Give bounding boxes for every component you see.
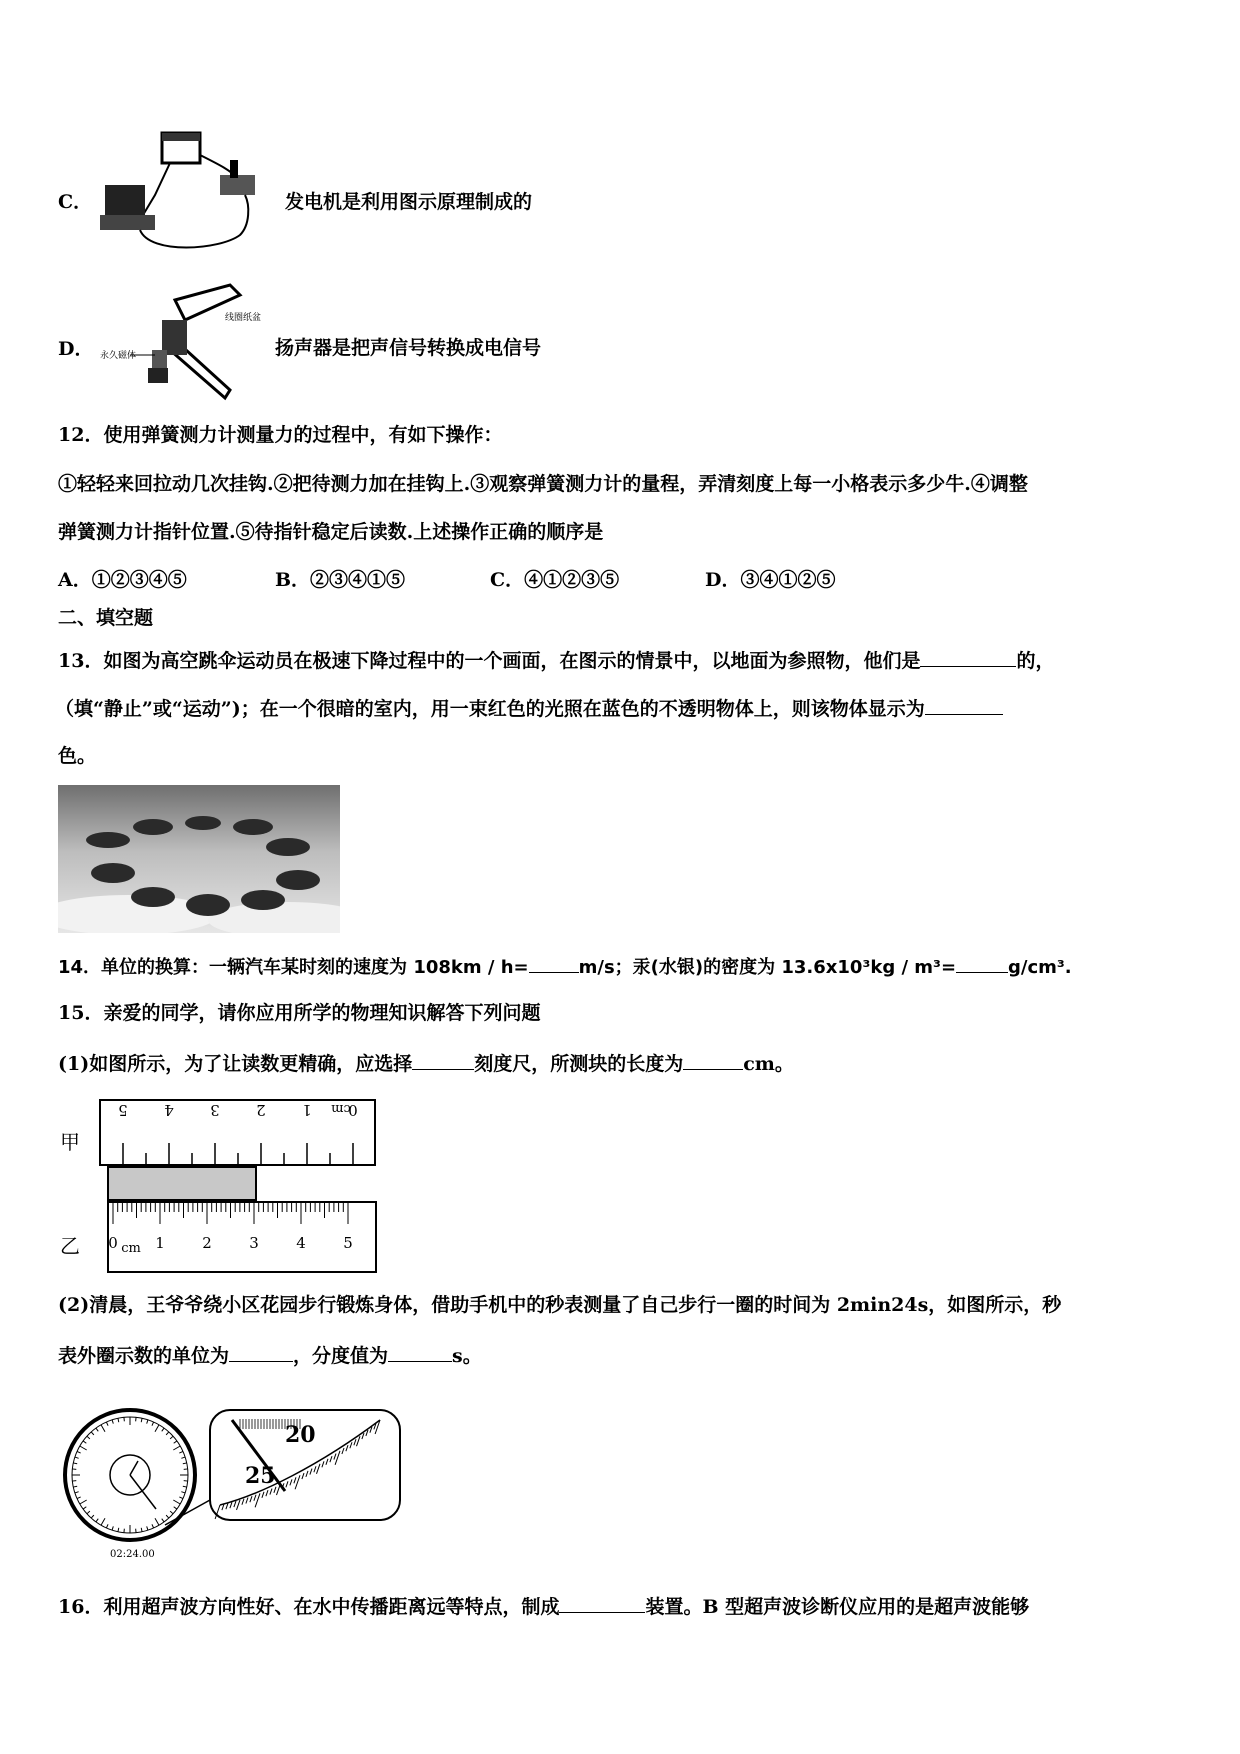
q14-part1: 14．单位的换算：一辆汽车某时刻的速度为 108km / h= (58, 957, 529, 978)
stopwatch-reading: 02:24.00 (110, 1549, 155, 1560)
rulers-figure (95, 1095, 385, 1275)
q12-option-c: C．④①②③⑤ (490, 569, 620, 591)
ruler-jia-unit: cm (331, 1101, 351, 1116)
ruler-jia-tick-label: 2 (256, 1101, 266, 1119)
q14-line (58, 953, 1072, 979)
option-d-text: 扬声器是把声信号转换成电信号 (275, 337, 542, 359)
generator-figure (100, 125, 280, 265)
q13-line1 (58, 648, 1054, 673)
q12-stem: 12．使用弹簧测力计测量力的过程中，有如下操作： (58, 424, 503, 446)
q12-option-a: A．①②③④⑤ (58, 569, 187, 591)
q13-blank-2[interactable] (925, 696, 1003, 715)
ruler-yi-tick-label: 3 (249, 1234, 259, 1252)
q12-line1: ①轻轻来回拉动几次挂钩.②把待测力加在挂钩上.③观察弹簧测力计的量程，弄清刻度上每一小格表示多少牛.④调整 (58, 473, 1028, 495)
q15-blank-4[interactable] (388, 1343, 452, 1362)
svg-text:永久磁体: 永久磁体 (100, 351, 137, 361)
q14-blank-1[interactable] (529, 954, 579, 973)
speaker-figure (100, 280, 270, 405)
zoom-label-25: 25 (245, 1463, 276, 1489)
ruler-yi-tick-label: 0 (108, 1234, 118, 1252)
q15-blank-2[interactable] (683, 1051, 743, 1070)
ruler-jia-tick-label: 1 (302, 1101, 312, 1119)
option-d-letter: D． (58, 338, 94, 360)
q16-part1: 16．利用超声波方向性好、在水中传播距离远等特点，制成 (58, 1596, 560, 1618)
q15-sub2-b: ，分度值为 (293, 1345, 389, 1367)
q14-blank-2[interactable] (956, 954, 1008, 973)
q15-sub2-c: s。 (452, 1345, 482, 1367)
q16-part2: 装置。B 型超声波诊断仪应用的是超声波能够 (645, 1596, 1030, 1618)
q13-line2 (55, 696, 1003, 721)
q15-blank-1[interactable] (412, 1051, 474, 1070)
q15-sub2-line1: (2)清晨，王爷爷绕小区花园步行锻炼身体，借助手机中的秒表测量了自己步行一圈的时间为 2min24s，如图所示，秒 (58, 1294, 1062, 1316)
ruler-yi-label: 乙 (60, 1234, 80, 1258)
q15-sub1-a: (1)如图所示，为了让读数更精确，应选择 (58, 1053, 413, 1075)
ruler-yi-tick-label: 2 (202, 1234, 212, 1252)
svg-text:线圈纸盆: 线圈纸盆 (225, 313, 262, 323)
stopwatch-figure (60, 1405, 405, 1570)
ruler-jia-tick-label: 0 (348, 1101, 358, 1119)
q16-blank-1[interactable] (559, 1594, 645, 1613)
q15-sub2-a: 表外圈示数的单位为 (58, 1345, 230, 1367)
q16-line (58, 1594, 1029, 1619)
q15-sub1 (58, 1051, 794, 1076)
q13-line3: 色。 (58, 745, 97, 767)
q14-part3: g/cm³. (1008, 957, 1072, 978)
ruler-jia-tick-label: 3 (210, 1101, 220, 1119)
ruler-yi (108, 1202, 376, 1272)
skydivers-photo (58, 785, 340, 933)
q15-stem: 15．亲爱的同学，请你应用所学的物理知识解答下列问题 (58, 1002, 541, 1024)
ruler-yi-tick-label: 1 (155, 1234, 165, 1252)
q15-blank-3[interactable] (229, 1343, 293, 1362)
zoom-label-20: 20 (285, 1422, 316, 1448)
q15-sub1-c: cm。 (743, 1053, 794, 1075)
q13-line1-end: 的， (1016, 650, 1055, 672)
ruler-yi-unit: cm (121, 1241, 141, 1256)
q13-line2-text: （填“静止”或“运动”)；在一个很暗的室内，用一束红色的光照在蓝色的不透明物体上，则该物体显示为 (55, 698, 925, 720)
q13-blank-1[interactable] (920, 648, 1016, 667)
q15-sub1-b: 刻度尺，所测块的长度为 (474, 1053, 684, 1075)
q12-line2: 弹簧测力计指针位置.⑤待指针稳定后读数.上述操作正确的顺序是 (58, 521, 604, 543)
q14-part2: m/s；汞(水银)的密度为 13.6x10³kg / m³= (578, 957, 957, 978)
q13-line1-text: 13．如图为高空跳伞运动员在极速下降过程中的一个画面，在图示的情景中，以地面为参照物，他们是 (58, 650, 921, 672)
q12-option-d: D．③④①②⑤ (705, 569, 836, 591)
q12-option-b: B．②③④①⑤ (275, 569, 406, 591)
measured-block (108, 1167, 256, 1200)
ruler-yi-tick-label: 4 (296, 1234, 306, 1252)
ruler-jia-label: 甲 (60, 1130, 80, 1154)
option-c-text: 发电机是利用图示原理制成的 (285, 191, 533, 213)
ruler-jia-tick-label: 4 (164, 1101, 174, 1119)
q15-sub2-line2 (58, 1343, 482, 1368)
section-heading: 二、填空题 (58, 607, 154, 629)
ruler-yi-tick-label: 5 (343, 1234, 353, 1252)
ruler-jia-tick-label: 5 (118, 1101, 128, 1119)
option-c-letter: C． (58, 191, 93, 213)
